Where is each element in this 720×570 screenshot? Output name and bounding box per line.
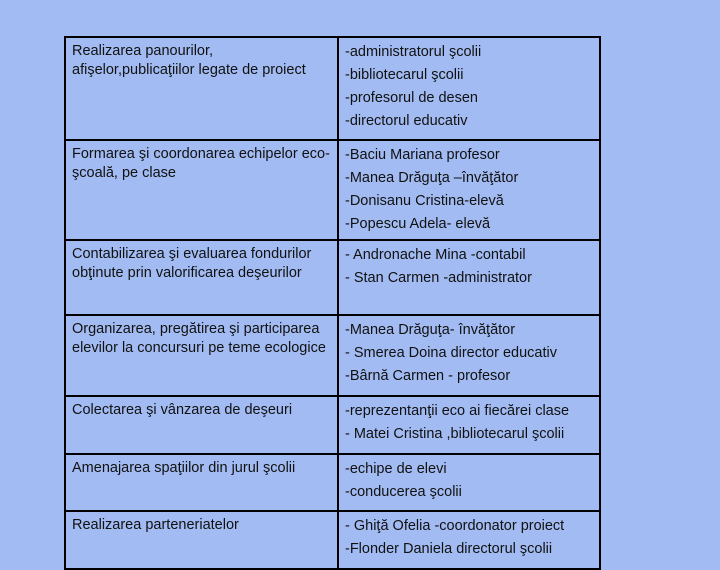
responsible-entry: - Matei Cristina ,bibliotecarul şcolii xyxy=(345,426,565,442)
table-row xyxy=(65,454,600,511)
responsible-cell xyxy=(338,140,600,240)
activity-cell: Realizarea parteneriatelor xyxy=(65,511,338,569)
responsible-entry: -Popescu Adela- elevă xyxy=(345,216,491,232)
responsible-entry: -conducerea şcolii xyxy=(345,484,462,500)
responsible-entry: - Smerea Doina director educativ xyxy=(345,345,557,361)
responsible-entry: -bibliotecarul şcolii xyxy=(345,67,464,83)
responsible-entry: -Flonder Daniela directorul şcolii xyxy=(345,541,553,557)
responsible-entry: -directorul educativ xyxy=(345,113,468,129)
table-row xyxy=(65,37,600,140)
responsible-entry: -reprezentanţii eco ai fiecărei clase xyxy=(345,403,570,419)
responsibilities-table xyxy=(64,36,601,570)
responsible-entry: -administratorul şcolii xyxy=(345,44,482,60)
activity-cell: Colectarea şi vânzarea de deşeuri xyxy=(65,396,338,454)
table-row xyxy=(65,240,600,315)
activity-cell: Amenajarea spaţiilor din jurul şcolii xyxy=(65,454,338,511)
activity-cell: Formarea şi coordonarea echipelor eco-şcoală, pe clase xyxy=(65,140,338,240)
responsible-entry: -Bârnă Carmen - profesor xyxy=(345,368,511,384)
activity-cell: Contabilizarea şi evaluarea fondurilor obţinute prin valorificarea deşeurilor xyxy=(65,240,338,315)
responsible-entry: - Stan Carmen -administrator xyxy=(345,270,532,286)
table-row xyxy=(65,511,600,569)
activity-cell: Realizarea panourilor, afişelor,publicaţiilor legate de proiect xyxy=(65,37,338,140)
table-row xyxy=(65,140,600,240)
responsible-cell xyxy=(338,454,600,511)
responsible-entry: -Manea Drăguţa –învăţător xyxy=(345,170,519,186)
responsible-cell xyxy=(338,315,600,396)
responsible-cell xyxy=(338,511,600,569)
responsible-cell xyxy=(338,396,600,454)
activity-cell: Organizarea, pregătirea şi participarea elevilor la concursuri pe teme ecologice xyxy=(65,315,338,396)
responsible-entry: -profesorul de desen xyxy=(345,90,478,106)
responsible-entry: -Baciu Mariana profesor xyxy=(345,147,500,163)
responsible-entry: -echipe de elevi xyxy=(345,461,447,477)
responsible-entry: -Manea Drăguţa- învăţător xyxy=(345,322,516,338)
project-responsibilities-sheet xyxy=(64,36,601,557)
responsible-entry: -Donisanu Cristina-elevă xyxy=(345,193,504,209)
responsible-cell xyxy=(338,240,600,315)
responsible-cell xyxy=(338,37,600,140)
responsible-entry: - Ghiţă Ofelia -coordonator proiect xyxy=(345,518,565,534)
table-row xyxy=(65,396,600,454)
responsible-entry: - Andronache Mina -contabil xyxy=(345,247,526,263)
table-row xyxy=(65,315,600,396)
